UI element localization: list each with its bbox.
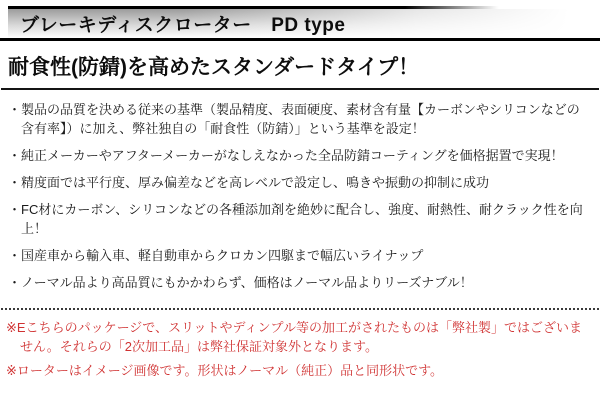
banner-background — [8, 9, 592, 38]
feature-item: ・製品の品質を決める従来の基準（製品精度、表面硬度、素材含有量【カーボンやシリコンなどの含有率】）に加え、弊社独自の「耐食性（防錆）」という基準を設定！ — [8, 102, 580, 136]
disclaimer-note: ※ローターはイメージ画像です。形状はノーマル（純正）品と同形状です。 — [6, 363, 444, 378]
feature-item: ・純正メーカーやアフターメーカーがなしえなかった全品防錆コーティングを価格据置で実現！ — [8, 148, 564, 163]
disclaimer-notes — [6, 318, 594, 380]
title-banner — [8, 6, 592, 38]
banner-bottom-rule — [0, 38, 600, 41]
feature-item: ・FC材にカーボン、シリコンなどの各種添加剤を絶妙に配合し、強度、耐熱性、耐クラック性を向上！ — [8, 202, 583, 236]
feature-item: ・精度面では平行度、厚み偏差などを高レベルで設定し、鳴きや振動の抑制に成功 — [8, 175, 490, 190]
section-heading: 耐食性(防錆)を高めたスタンダードタイプ！ — [8, 56, 420, 79]
product-title: ブレーキディスクローター PD type — [20, 15, 346, 36]
feature-list — [8, 100, 592, 292]
heading-underline — [1, 88, 599, 90]
disclaimer-note: ※Eこちらのパッケージで、スリットやディンプル等の加工がされたものは「弊社製」ではございません。それらの「2次加工品」は弊社保証対象外となります。 — [6, 320, 582, 354]
feature-item: ・ノーマル品より高品質にもかかわらず、価格はノーマル品よりリーズナブル！ — [8, 275, 473, 290]
dotted-divider — [1, 308, 599, 310]
feature-item: ・国産車から輸入車、軽自動車からクロカン四駆まで幅広いライナップ — [8, 248, 424, 263]
